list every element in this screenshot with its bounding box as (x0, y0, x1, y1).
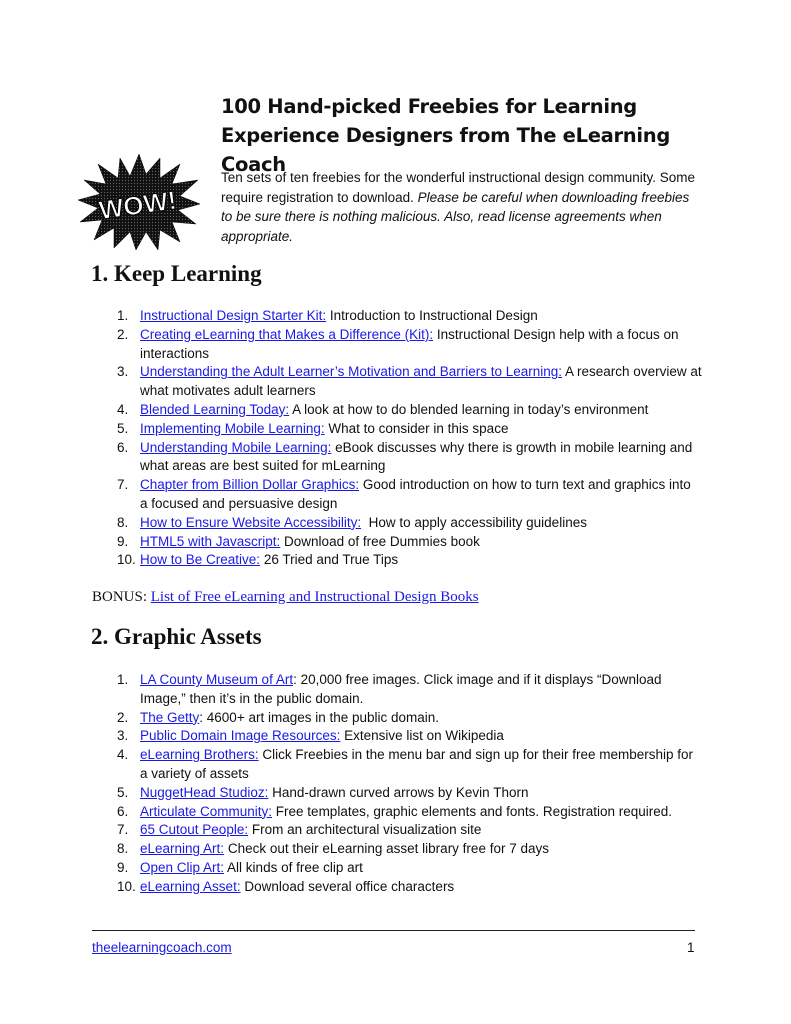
list-item (117, 840, 702, 859)
intro-warning: Please be careful when downloading freebies to be sure there is nothing malicious. Also, read license agreements when appropriate. (221, 189, 690, 244)
list-item-link[interactable]: eLearning Art: (140, 841, 225, 857)
list-item (117, 476, 702, 514)
list-item (117, 709, 702, 728)
list-number: 3. (117, 728, 129, 744)
bonus-label: BONUS: (92, 589, 151, 605)
list-item-description: Introduction to Instructional Design (326, 308, 538, 323)
list-item-link[interactable]: LA County Museum of Art (140, 672, 294, 687)
list-item-link[interactable]: Articulate Community: (140, 803, 273, 819)
list-item (117, 821, 702, 840)
list-number: 5. (117, 420, 129, 436)
list-item-description: : 4600+ art images in the public domain. (199, 709, 440, 725)
bonus-line (92, 589, 479, 606)
section-heading-graphic-assets: 2. Graphic Assets (91, 624, 262, 649)
section-heading-keep-learning: 1. Keep Learning (91, 261, 262, 286)
list-item-link[interactable]: Instructional Design Starter Kit: (140, 308, 327, 323)
list-item (117, 420, 702, 439)
footer-website-link[interactable]: theelearningcoach.com (92, 940, 232, 955)
list-number: 7. (117, 822, 129, 838)
list-number: 4. (117, 747, 129, 763)
list-item-link[interactable]: Understanding Mobile Learning: (140, 439, 332, 455)
list-number: 7. (117, 477, 129, 493)
list-item-description: eBook discusses why there is growth in mobile learning and what areas are best suited for mLearning (140, 439, 693, 474)
list-item-link[interactable]: Blended Learning Today: (140, 401, 290, 417)
list-item-description: Download several office characters (240, 878, 455, 894)
list-item (117, 363, 702, 401)
list-item-link[interactable]: Open Clip Art: (140, 859, 225, 875)
list-number: 10. (117, 552, 136, 568)
list-item (117, 727, 702, 746)
bonus-link[interactable]: List of Free eLearning and Instructional Design Books (150, 589, 479, 605)
list-item-link[interactable]: HTML5 with Javascript: (140, 533, 281, 549)
list-number: 8. (117, 841, 129, 857)
list-item-link[interactable]: 65 Cutout People: (140, 822, 249, 838)
title-line-2: Experience Designers from The eLearning Coach (221, 124, 671, 176)
wow-text: WOW! (97, 184, 179, 226)
list-item-link[interactable]: Implementing Mobile Learning: (140, 420, 325, 436)
page-title (221, 92, 721, 179)
list-item-description: Download of free Dummies book (280, 533, 480, 549)
list-number: 1. (117, 672, 129, 687)
list-item-description: Extensive list on Wikipedia (340, 728, 504, 744)
list-number: 10. (117, 878, 136, 894)
list-item (117, 401, 702, 420)
list-item-description: From an architectural visualization site (248, 822, 482, 838)
list-item-description: Instructional Design help with a focus on interactions (140, 326, 679, 361)
list-item (117, 746, 702, 784)
list-number: 4. (117, 401, 129, 417)
page-number: 1 (687, 940, 695, 955)
footer-divider (92, 930, 695, 931)
list-number: 9. (117, 859, 129, 875)
list-item-description: A research overview at what motivates adult learners (140, 364, 702, 399)
list-item (117, 878, 702, 897)
wow-burst-icon (76, 152, 202, 252)
list-item (117, 551, 702, 570)
list-item-link[interactable]: How to Ensure Website Accessibility: (140, 514, 362, 530)
list-number: 5. (117, 784, 129, 800)
list-item-link[interactable]: NuggetHead Studioz: (140, 784, 269, 800)
list-item-link[interactable]: eLearning Brothers: (140, 747, 259, 763)
list-item-link[interactable]: Creating eLearning that Makes a Difference (Kit): (140, 326, 434, 342)
list-item-link[interactable]: How to Be Creative: (140, 552, 261, 568)
graphic-assets-list (117, 671, 702, 897)
list-number: 3. (117, 364, 129, 380)
list-item (117, 439, 702, 477)
list-item-description: A look at how to do blended learning in today’s environment (289, 401, 649, 417)
list-item-description: Hand-drawn curved arrows by Kevin Thorn (268, 784, 529, 800)
list-item (117, 514, 702, 533)
list-item-description: Check out their eLearning asset library free for 7 days (224, 841, 549, 857)
list-item (117, 671, 702, 709)
list-item (117, 326, 702, 364)
list-item-link[interactable]: eLearning Asset: (140, 878, 241, 894)
list-item-description: All kinds of free clip art (224, 859, 363, 875)
list-number: 8. (117, 514, 129, 530)
list-item-description: : 20,000 free images. Click image and if it displays “Download Image,” then it’s in the public domain. (140, 672, 662, 706)
list-number: 6. (117, 439, 129, 455)
list-number: 9. (117, 533, 129, 549)
list-item-link[interactable]: The Getty (140, 709, 200, 725)
list-number: 1. (117, 308, 129, 323)
list-item (117, 784, 702, 803)
title-line-1: 100 Hand-picked Freebies for Learning (221, 95, 637, 118)
list-number: 2. (117, 326, 129, 342)
intro-text: Ten sets of ten freebies for the wonderful instructional design community. Some require registration to download. (221, 170, 695, 205)
list-number: 6. (117, 803, 129, 819)
list-item-description: Click Freebies in the menu bar and sign up for their free membership for a variety of assets (140, 747, 694, 781)
list-item (117, 803, 702, 822)
list-item-link[interactable]: Public Domain Image Resources: (140, 728, 341, 744)
list-item-description: 26 Tried and True Tips (260, 552, 399, 568)
list-item-description: Good introduction on how to turn text and graphics into a focused and persuasive design (140, 477, 691, 511)
list-item (117, 307, 702, 326)
list-item-description: How to apply accessibility guidelines (361, 514, 587, 530)
list-number: 2. (117, 709, 129, 725)
list-item-description: What to consider in this space (324, 420, 509, 436)
list-item (117, 533, 702, 552)
list-item (117, 859, 702, 878)
list-item-link[interactable]: Understanding the Adult Learner’s Motivation and Barriers to Learning: (140, 364, 563, 380)
keep-learning-list (117, 307, 702, 570)
list-item-description: Free templates, graphic elements and fonts. Registration required. (272, 803, 673, 819)
intro-paragraph (221, 168, 701, 246)
list-item-link[interactable]: Chapter from Billion Dollar Graphics: (140, 477, 360, 493)
